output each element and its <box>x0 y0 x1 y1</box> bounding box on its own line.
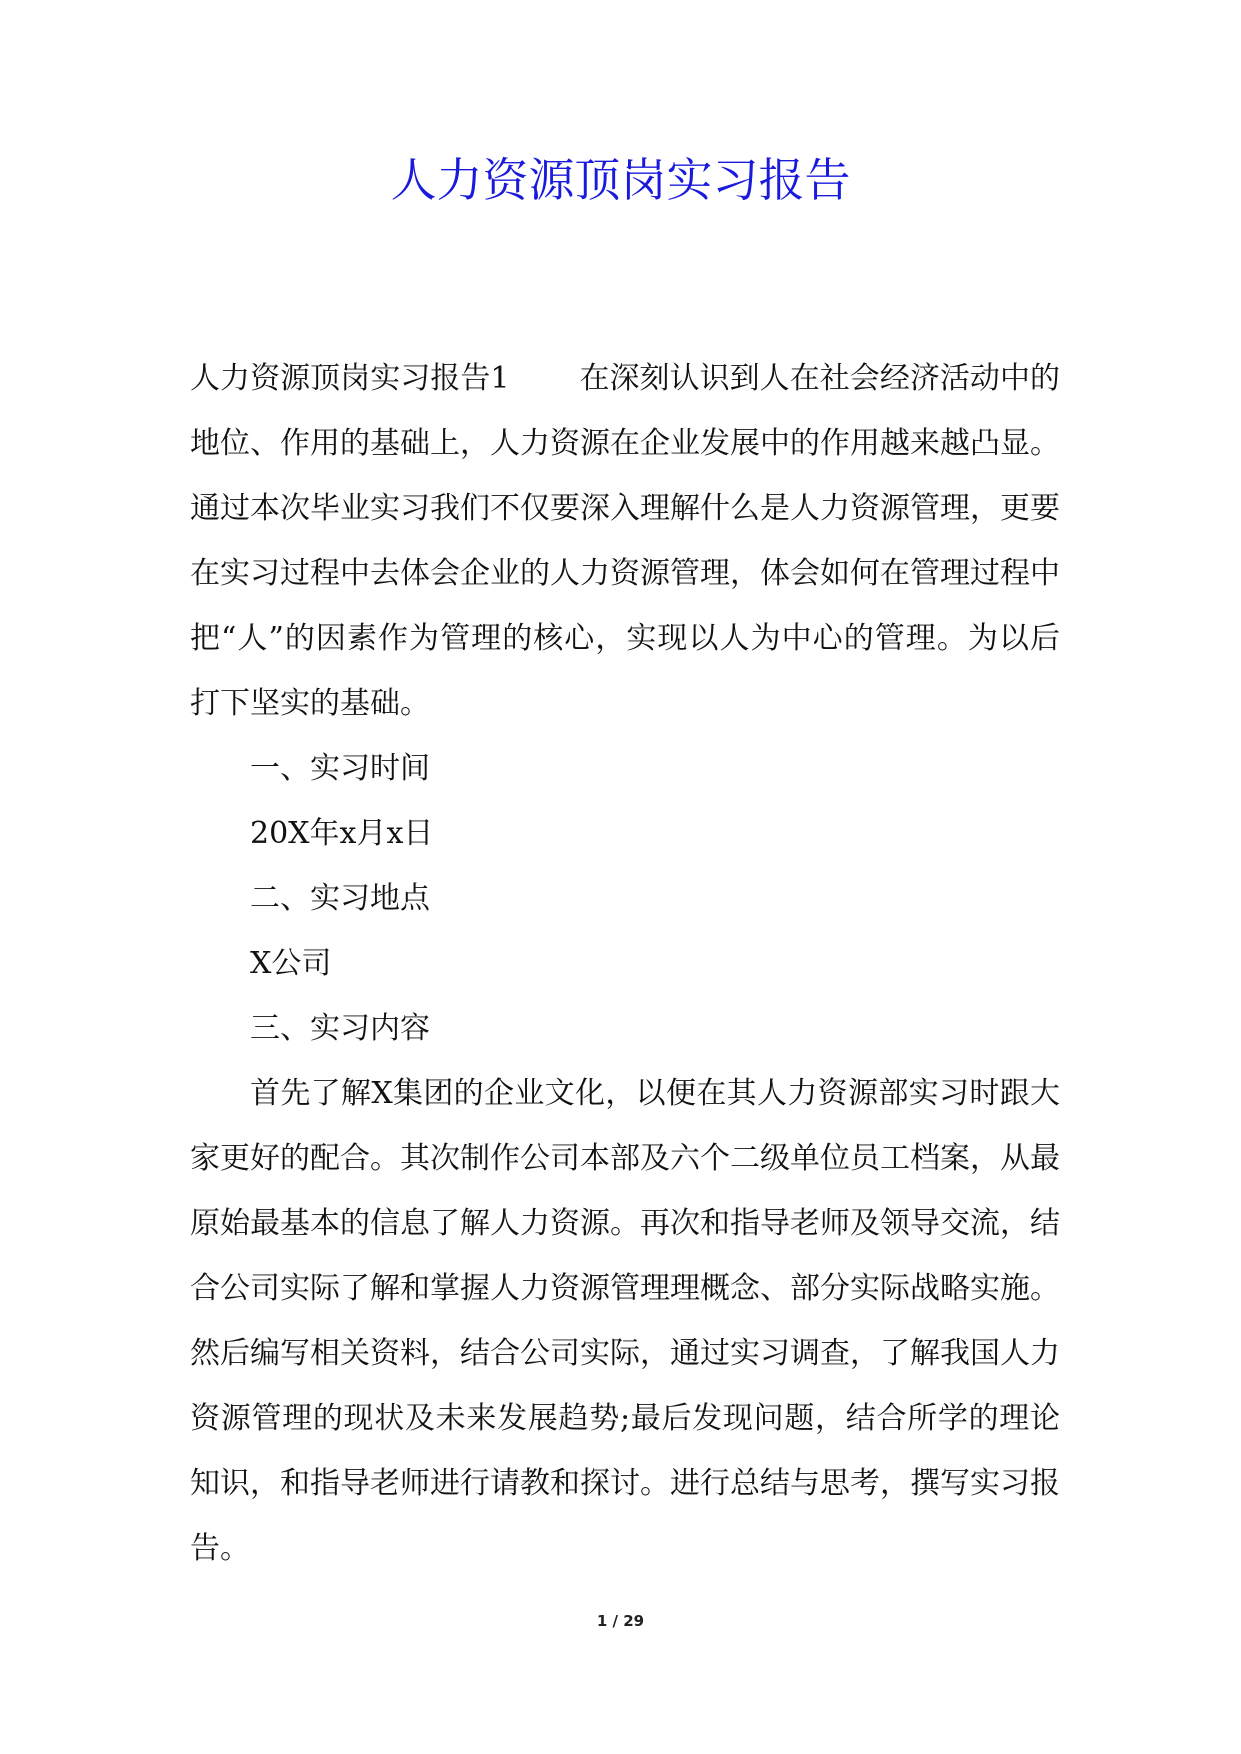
section1-text: 20X年x月x日 <box>250 816 434 851</box>
intro-paragraph <box>190 346 1060 736</box>
intro-text: 在深刻认识到人在社会经济活动中的地位、作用的基础上，人力资源在企业发展中的作用越来越凸显。通过本次毕业实习我们不仅要深入理解什么是人力资源管理，更要在实习过程中去体会企业的人力资源管理，体会如何在管理过程中把“人”的因素作为管理的核心，实现以人为中心的管理。为以后打下坚实的基础。 <box>190 361 1060 721</box>
document-title: 人力资源顶岗实习报告 <box>390 153 851 207</box>
section3-heading: 三、实习内容 <box>250 1011 430 1046</box>
intro-heading: 人力资源顶岗实习报告1 <box>190 361 510 396</box>
section2-text: X公司 <box>250 946 332 981</box>
section2-heading: 二、实习地点 <box>250 881 430 916</box>
section1-heading: 一、实习时间 <box>250 751 430 786</box>
document-body <box>190 346 1060 1581</box>
page-number: 1 / 29 <box>596 1612 645 1630</box>
section3-text: 首先了解X集团的企业文化，以便在其人力资源部实习时跟大家更好的配合。其次制作公司本部及六个二级单位员工档案，从最原始最基本的信息了解人力资源。再次和指导老师及领导交流，结合公司实际了解和掌握人力资源管理理概念、部分实际战略实施。然后编写相关资料，结合公司实际，通过实习调查，了解我国人力资源管理的现状及未来发展趋势;最后发现问题，结合所学的理论知识，和指导老师进行请教和探讨。进行总结与思考，撰写实习报告。 <box>190 1076 1060 1566</box>
